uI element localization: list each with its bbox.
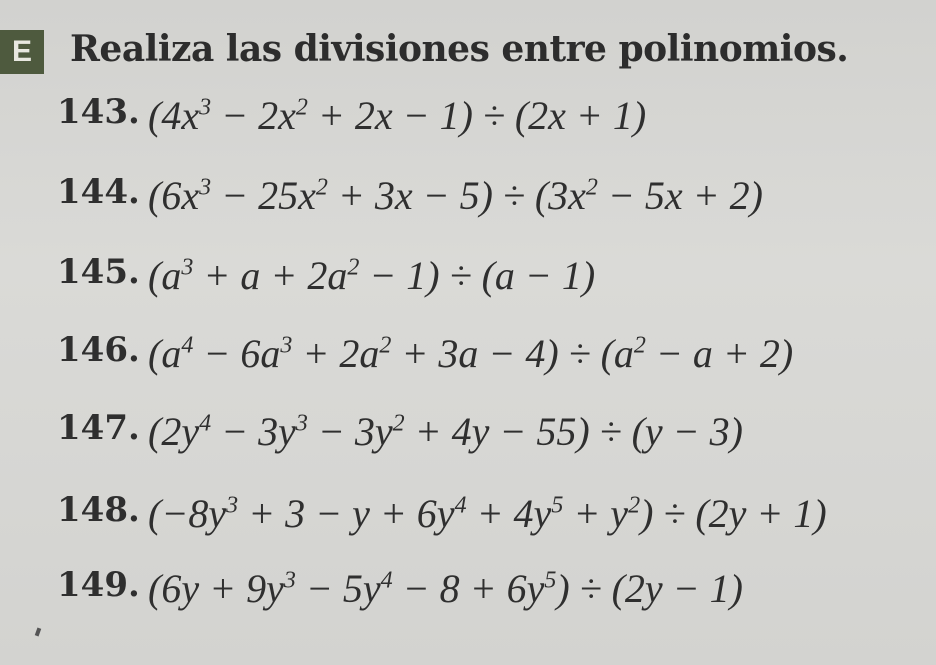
term-text: (6x [148, 173, 200, 218]
polynomial-division [148, 330, 793, 377]
exercise-number: 147. [57, 408, 140, 448]
term-text: (y − 3) [631, 409, 743, 454]
exponent: 2 [295, 94, 308, 121]
exponent: 3 [283, 567, 296, 594]
dividend [148, 93, 473, 138]
term-text: + a + 2a [193, 253, 348, 298]
dividend [148, 331, 559, 376]
exercise-number: 143. [57, 92, 140, 132]
term-text: − 25x [211, 173, 316, 218]
exponent: 2 [347, 254, 360, 281]
divisor [515, 93, 646, 138]
division-sign: ÷ [472, 93, 515, 138]
term-text: (2y − 1) [611, 566, 743, 611]
term-text: + 4y [466, 491, 552, 536]
exponent: 3 [226, 492, 239, 519]
exponent: 2 [392, 410, 405, 437]
exponent: 4 [380, 567, 393, 594]
term-text: + 3x − 5) [327, 173, 493, 218]
term-text: − 8 + 6y [392, 566, 545, 611]
term-text: + y [563, 491, 629, 536]
exponent: 5 [544, 567, 557, 594]
dividend [148, 409, 590, 454]
section-badge: E [0, 30, 44, 74]
term-text: − 1) [359, 253, 440, 298]
term-text: − 2x [211, 93, 296, 138]
term-text: − 3y [307, 409, 393, 454]
term-text: (a [148, 253, 182, 298]
dividend [148, 173, 493, 218]
term-text: (4x [148, 93, 200, 138]
term-text: − 5x + 2) [597, 173, 763, 218]
divisor [482, 253, 596, 298]
exponent: 3 [199, 174, 212, 201]
section-heading: Realiza las divisiones entre polinomios. [70, 28, 849, 70]
exponent: 2 [628, 492, 641, 519]
term-text: + 2x − 1) [307, 93, 473, 138]
division-sign: ÷ [569, 566, 612, 611]
exponent: 4 [454, 492, 467, 519]
dividend [148, 491, 653, 536]
term-text: (a − 1) [481, 253, 596, 298]
exponent: 2 [315, 174, 328, 201]
term-text: − 6a [193, 331, 281, 376]
exponent: 3 [199, 94, 212, 121]
pencil-mark [35, 628, 41, 637]
exponent: 2 [379, 332, 392, 359]
division-sign: ÷ [653, 491, 696, 536]
division-sign: ÷ [492, 173, 535, 218]
polynomial-division [148, 490, 827, 537]
exponent: 2 [633, 332, 646, 359]
term-text: − a + 2) [645, 331, 794, 376]
polynomial-division [148, 92, 646, 139]
exercise-number: 149. [57, 565, 140, 605]
term-text: + 3a − 4) [391, 331, 559, 376]
exercise-number: 144. [57, 172, 140, 212]
term-text: + 4y − 55) [404, 409, 590, 454]
exponent: 3 [181, 254, 194, 281]
term-text: − 3y [211, 409, 296, 454]
term-text: ) [640, 491, 654, 536]
division-sign: ÷ [439, 253, 482, 298]
exponent: 3 [295, 410, 308, 437]
polynomial-division [148, 172, 763, 219]
exponent: 5 [551, 492, 564, 519]
term-text: ) [556, 566, 570, 611]
exercise-number: 148. [57, 490, 140, 530]
dividend [148, 566, 570, 611]
exercise-number: 145. [57, 252, 140, 292]
exponent: 2 [585, 174, 598, 201]
divisor [695, 491, 826, 536]
term-text: (a [600, 331, 634, 376]
term-text: (a [148, 331, 182, 376]
polynomial-division [148, 565, 743, 612]
term-text: (2y [148, 409, 200, 454]
exponent: 3 [280, 332, 293, 359]
term-text: (6y + 9y [148, 566, 284, 611]
divisor [612, 566, 743, 611]
polynomial-division [148, 408, 743, 455]
term-text: (−8y [148, 491, 227, 536]
term-text: (3x [534, 173, 586, 218]
exponent: 4 [199, 410, 212, 437]
division-sign: ÷ [558, 331, 601, 376]
division-sign: ÷ [589, 409, 632, 454]
term-text: (2x + 1) [514, 93, 647, 138]
exponent: 4 [181, 332, 194, 359]
term-text: + 2a [292, 331, 380, 376]
exercise-number: 146. [57, 330, 140, 370]
term-text: − 5y [295, 566, 381, 611]
divisor [535, 173, 763, 218]
divisor [601, 331, 794, 376]
dividend [148, 253, 440, 298]
polynomial-division [148, 252, 595, 299]
divisor [632, 409, 743, 454]
term-text: (2y + 1) [695, 491, 827, 536]
term-text: + 3 − y + 6y [238, 491, 455, 536]
